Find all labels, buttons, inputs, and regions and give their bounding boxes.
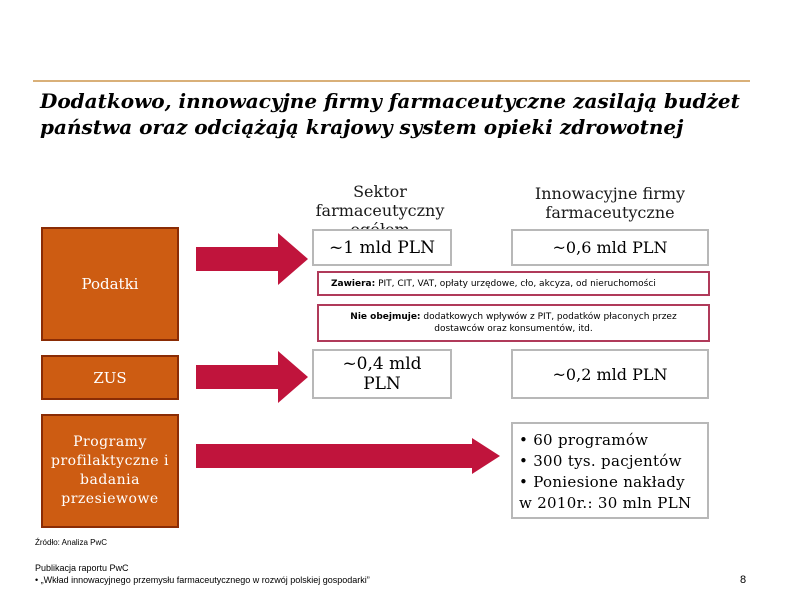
programs-bullet-3: • Poniesione nakłady w 2010r.: 30 mln PLN bbox=[519, 473, 692, 512]
taxes-arrow bbox=[196, 233, 308, 285]
zus-label: ZUS bbox=[93, 368, 127, 387]
page-number: 8 bbox=[740, 574, 747, 586]
zus-arrow bbox=[196, 351, 308, 403]
programs-label: Programy profilaktyczne i badania przesiewowe bbox=[50, 434, 170, 507]
zus-innovative-value: ~0,2 mld PLN bbox=[552, 364, 668, 384]
taxes-sector-value: ~1 mld PLN bbox=[329, 237, 435, 258]
zus-sector-value: ~0,4 mld PLN bbox=[342, 354, 422, 394]
zus-box bbox=[41, 355, 179, 400]
slide-title: Dodatkowo, innowacyjne firmy farmaceutyczne zasilają budżet państwa oraz odciążają krajowy system opieki zdrowotnej bbox=[40, 89, 740, 139]
taxes-sector-value-box bbox=[312, 229, 452, 266]
taxes-excludes-box bbox=[317, 304, 710, 342]
taxes-label: Podatki bbox=[81, 275, 139, 293]
taxes-box bbox=[41, 227, 179, 341]
taxes-innovative-value: ~0,6 mld PLN bbox=[552, 238, 668, 257]
innovative-header: Innowacyjne firmy farmaceutyczne bbox=[534, 184, 686, 222]
excludes-text: dodatkowych wpływów z PIT, podatków płaconych przez dostawców oraz konsumentów, itd. bbox=[423, 312, 677, 334]
includes-text: PIT, CIT, VAT, opłaty urzędowe, cło, akcyza, od nieruchomości bbox=[378, 278, 656, 289]
programs-box bbox=[41, 414, 179, 528]
programs-bullet-1: • 60 programów bbox=[519, 431, 649, 449]
taxes-includes-box bbox=[317, 271, 710, 296]
taxes-innovative-value-box bbox=[511, 229, 709, 266]
includes-label: Zawiera: bbox=[331, 278, 376, 289]
footer-publication: Publikacja raportu PwC bbox=[35, 563, 129, 573]
zus-sector-value-box bbox=[312, 349, 452, 399]
footer-report-title: • „Wkład innowacyjnego przemysłu farmaceutycznego w rozwój polskiej gospodarki” bbox=[35, 575, 370, 585]
source-note: Źródło: Analiza PwC bbox=[35, 538, 108, 547]
zus-innovative-value-box bbox=[511, 349, 709, 399]
programs-arrow bbox=[196, 438, 500, 474]
programs-details-box bbox=[511, 422, 709, 519]
excludes-label: Nie obejmuje: bbox=[350, 312, 421, 322]
title-rule bbox=[33, 80, 750, 82]
sector-header: Sektor farmaceutyczny bbox=[315, 182, 445, 220]
programs-bullet-2: • 300 tys. pacjentów bbox=[519, 452, 682, 470]
